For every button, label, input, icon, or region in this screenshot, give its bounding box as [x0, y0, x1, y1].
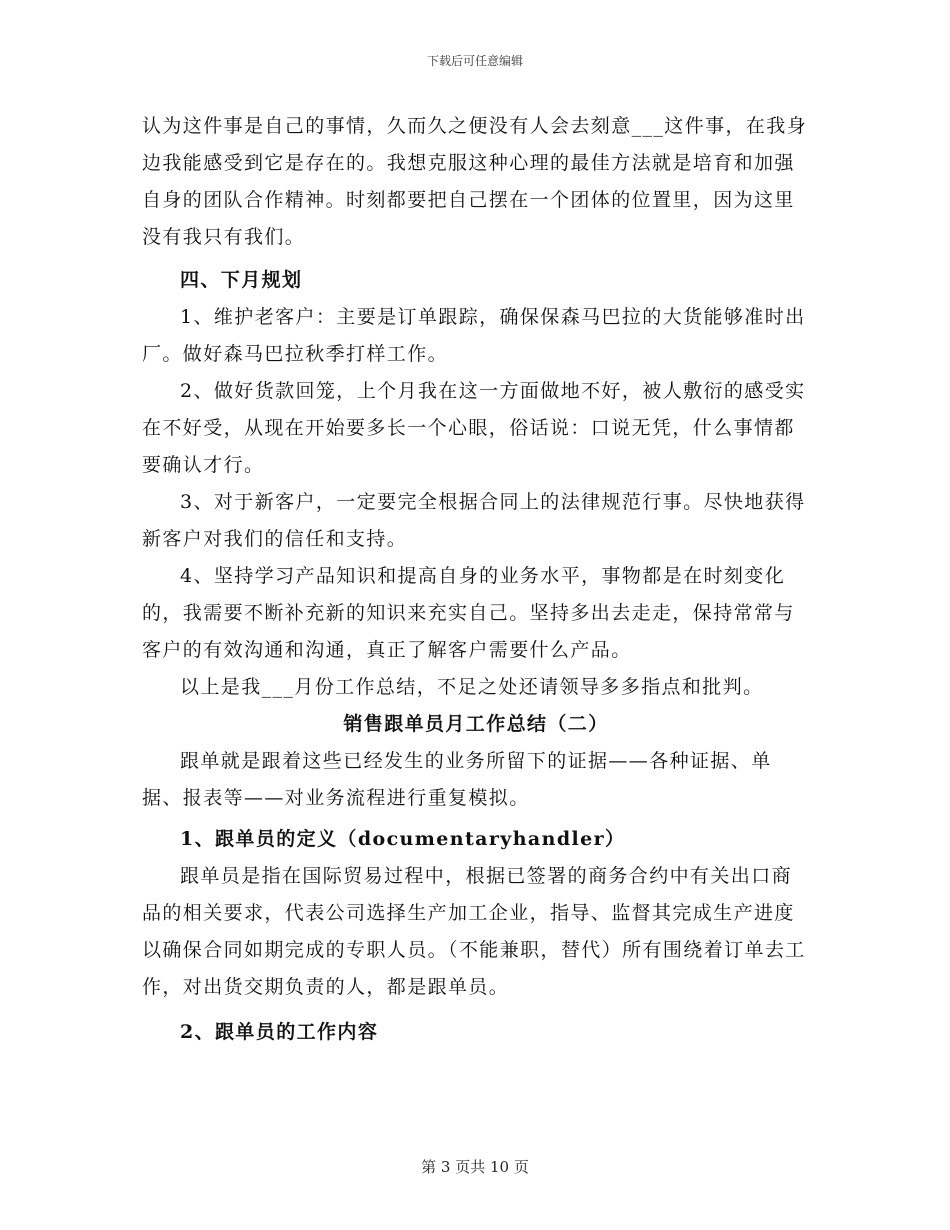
page-footer: 第 3 页共 10 页 — [421, 1158, 529, 1176]
paragraph-plan-item-2: 2、做好货款回笼，上个月我在这一方面做地不好，被人敷衍的感受实在不好受，从现在开始要多长一个心眼，俗话说：口说无凭，什么事情都要确认才行。 — [142, 380, 806, 476]
paragraph-plan-item-1: 1、维护老客户：主要是订单跟踪，确保保森马巴拉的大货能够准时出厂。做好森马巴拉秋季打样工作。 — [142, 306, 806, 365]
page-header: 下载后可任意编辑 — [426, 54, 523, 68]
paragraph-definition: 跟单员是指在国际贸易过程中，根据已签署的商务合约中有关出口商品的相关要求，代表公司选择生产加工企业，指导、监督其完成生产进度以确保合同如期完成的专职人员。（不能兼职，替代）所有围绕着订单去工作，对出货交期负责的人，都是跟单员。 — [142, 865, 806, 998]
paragraph-closing: 以上是我___月份工作总结，不足之处还请领导多多指点和批判。 — [180, 676, 764, 698]
paragraph-continuation: 认为这件事是自己的事情，久而久之便没有人会去刻意___这件事，在我身边我能感受到它是存在的。我想克服这种心理的最佳方法就是培育和加强自身的团队合作精神。时刻都要把自己摆在一个团体的位置里，因为这里没有我只有我们。 — [142, 115, 808, 248]
paragraph-intro: 跟单就是跟着这些已经发生的业务所留下的证据——各种证据、单据、报表等——对业务流程进行重复模拟。 — [142, 750, 772, 809]
section-heading-definition: 1、跟单员的定义（documentaryhandler） — [180, 828, 626, 850]
paragraph-plan-item-3: 3、对于新客户，一定要完全根据合同上的法律规范行事。尽快地获得新客户对我们的信任和支持。 — [142, 491, 806, 550]
section-heading-work-content: 2、跟单员的工作内容 — [180, 1021, 379, 1043]
section-heading-next-month-plan: 四、下月规划 — [180, 269, 303, 291]
paragraph-plan-item-4: 4、坚持学习产品知识和提高自身的业务水平，事物都是在时刻变化的，我需要不断补充新的知识来充实自己。坚持多出去走走，保持常常与客户的有效沟通和沟通，真正了解客户需要什么产品。 — [142, 565, 795, 661]
document-body — [142, 108, 810, 1051]
document-section-title: 销售跟单员月工作总结（二） — [343, 713, 609, 735]
